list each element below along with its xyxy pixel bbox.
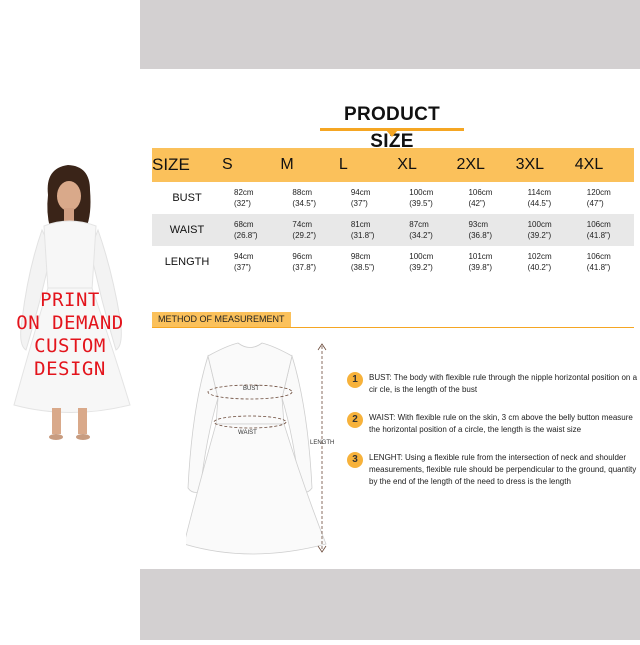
table-cell: 93cm (36.8”): [468, 220, 492, 240]
size-col: 4XL: [574, 156, 604, 173]
product-size-title: [322, 101, 462, 152]
bust-label: BUST: [243, 386, 260, 392]
waist-label: WAIST: [238, 430, 257, 436]
size-col: S: [222, 156, 233, 173]
table-cell: 87cm (34.2”): [409, 220, 433, 240]
method-divider: [152, 327, 634, 328]
row-label: WAIST: [169, 224, 205, 236]
table-cell: 68cm (26.8”): [234, 220, 258, 240]
size-col: XL: [397, 156, 417, 173]
size-header-label: SIZE: [152, 155, 190, 174]
table-cell: 96cm (37.8”): [292, 252, 316, 272]
table-cell: 106cm (41.8”): [586, 252, 611, 272]
method-of-measurement-header: [152, 312, 634, 328]
list-item: [347, 412, 637, 436]
table-row: [152, 246, 634, 278]
table-cell: 114cm (44.5”): [527, 188, 552, 208]
table-row: [152, 214, 634, 246]
measurement-notes: [347, 372, 637, 504]
list-item: [347, 372, 637, 396]
method-label: METHOD OF MEASUREMENT: [152, 312, 291, 327]
table-cell: 81cm (31.8”): [350, 220, 375, 240]
table-cell: 94cm (37”): [234, 252, 254, 272]
dress-diagram: [186, 338, 336, 560]
table-cell: 100cm (39.2”): [409, 252, 434, 272]
row-label: LENGTH: [164, 256, 210, 268]
step-number-badge: 3: [347, 452, 363, 468]
page-title: PRODUCT SIZE: [343, 104, 441, 152]
table-cell: 100cm (39.5”): [409, 188, 434, 208]
table-cell: 100cm (39.2”): [527, 220, 552, 240]
table-cell: 101cm (39.8”): [468, 252, 493, 272]
size-col: M: [280, 156, 294, 173]
table-cell: 94cm (37”): [350, 188, 371, 208]
length-label: LENGTH: [310, 440, 335, 446]
table-cell: 88cm (34.5”): [292, 188, 316, 208]
table-cell: 106cm (41.8”): [586, 220, 611, 240]
table-cell: 98cm (38.5”): [350, 252, 375, 272]
note-text: LENGHT: Using a flexible rule from the intersection of neck and shoulder measurements, flexible rule should be perpendicular to the ground, quantity by the end of the length of the need to dress is the length: [369, 453, 637, 486]
table-row: [152, 182, 634, 214]
table-cell: 106cm (42”): [468, 188, 493, 208]
size-col: 2XL: [456, 156, 485, 173]
size-col: 3XL: [515, 156, 545, 173]
overlay-line: DESIGN: [34, 358, 106, 380]
row-label: BUST: [172, 192, 202, 204]
step-number-badge: 2: [347, 412, 363, 428]
print-on-demand-overlay: [4, 289, 136, 381]
step-number-badge: 1: [347, 372, 363, 388]
bottom-gray-band: [140, 569, 640, 640]
overlay-line: PRINT: [40, 289, 100, 311]
size-col: L: [338, 156, 348, 173]
table-cell: 74cm (29.2”): [292, 220, 316, 240]
overlay-line: ON DEMAND: [16, 312, 124, 334]
size-table: [152, 148, 634, 278]
table-cell: 120cm (47”): [586, 188, 611, 208]
overlay-line: CUSTOM: [34, 335, 106, 357]
note-text: WAIST: With flexible rule on the skin, 3 cm above the belly button measure the horizontal position of a circle, the length is the waist size: [369, 413, 633, 434]
table-cell: 82cm (32”): [234, 188, 254, 208]
title-pointer: [386, 130, 398, 137]
top-gray-band: [140, 0, 640, 69]
table-cell: 102cm (40.2”): [527, 252, 552, 272]
list-item: [347, 452, 637, 488]
model-photo: [0, 0, 140, 640]
size-header-row: [152, 148, 634, 182]
note-text: BUST: The body with flexible rule through the nipple horizontal position on a cir cle, is the length of the bust: [369, 373, 638, 394]
